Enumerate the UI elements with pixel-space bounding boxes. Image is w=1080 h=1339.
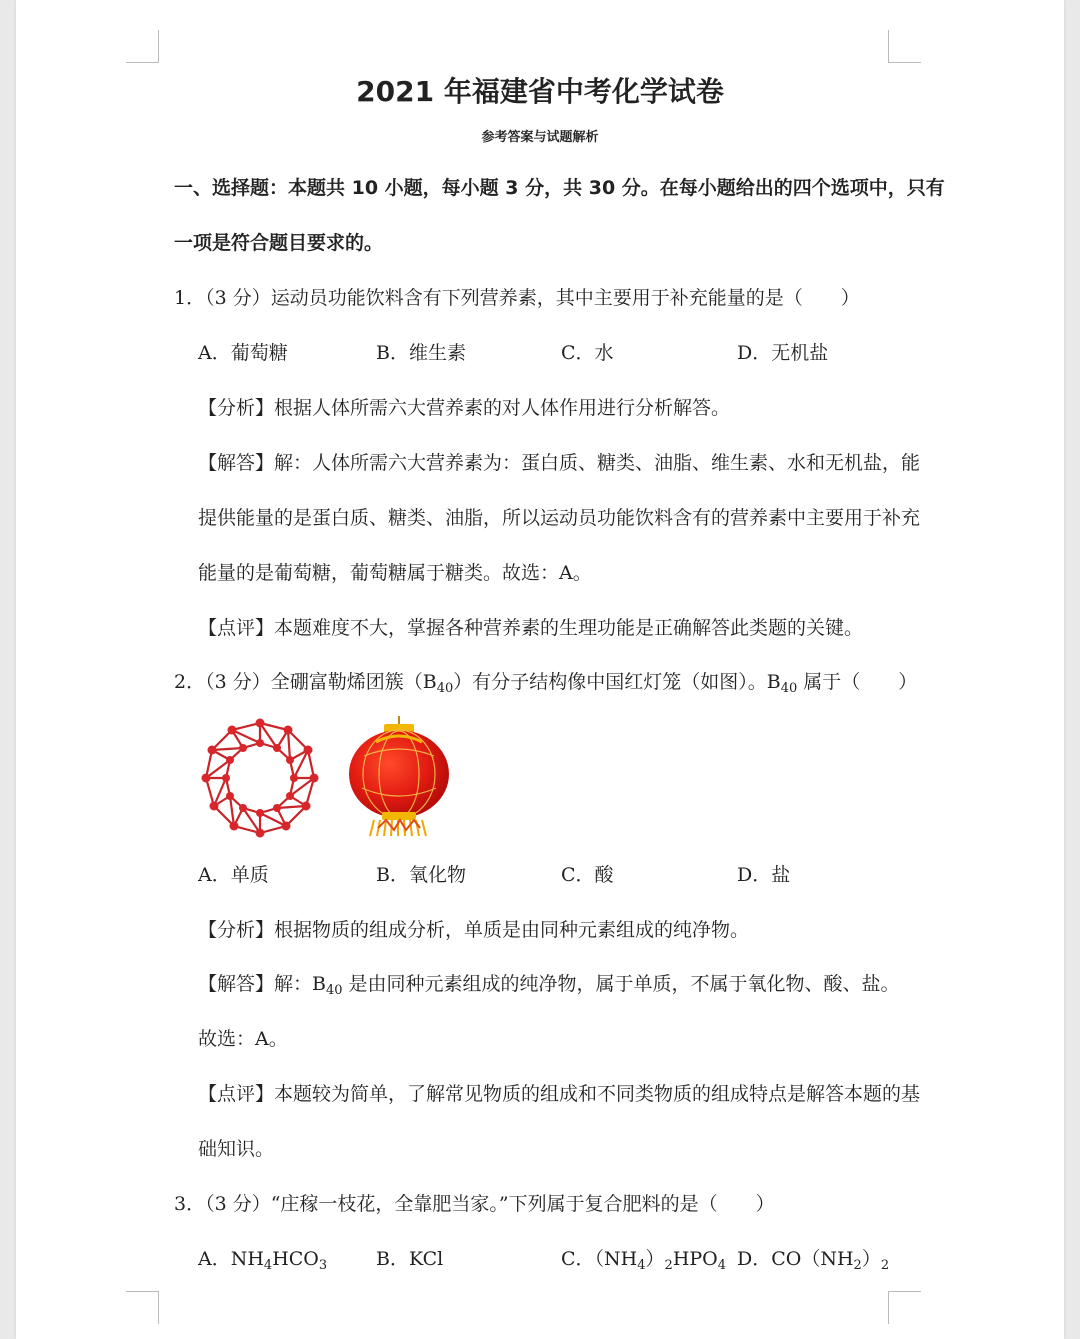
q1-comment: 【点评】本题难度不大，掌握各种营养素的生理功能是正确解答此类题的关键。 bbox=[198, 617, 864, 639]
q2-answer-line2: 故选：A。 bbox=[198, 1028, 288, 1050]
q2-analysis: 【分析】根据物质的组成分析，单质是由同种元素组成的纯净物。 bbox=[198, 919, 750, 941]
crop-mark-top-left bbox=[126, 30, 159, 63]
q3-option-a: A．$NH_4HCO_3$ bbox=[198, 1248, 328, 1273]
q2-answer-line1: 【解答】解：$B_{40}$ 是由同种元素组成的纯净物，属于单质，不属于氧化物、酸、盐。 bbox=[198, 973, 900, 998]
q1-option-c: C．水 bbox=[561, 342, 614, 364]
q3-stem: 3．（3 分）“庄稼一枝花，全靠肥当家。”下列属于复合肥料的是（ ） bbox=[174, 1193, 775, 1215]
q2-comment-line1: 【点评】本题较为简单，了解常见物质的组成和不同类物质的组成特点是解答本题的基 bbox=[198, 1083, 921, 1105]
red-lantern-image bbox=[344, 716, 452, 838]
section-heading-line1: 一、选择题：本题共 10 小题，每小题 3 分，共 30 分。在每小题给出的四个选项中，只有 bbox=[174, 177, 945, 199]
q2-option-d: D．盐 bbox=[737, 864, 791, 886]
q1-option-a: A．葡萄糖 bbox=[198, 342, 288, 364]
q1-stem: 1．（3 分）运动员功能饮料含有下列营养素，其中主要用于补充能量的是（ ） bbox=[174, 287, 860, 309]
section-heading-line2: 一项是符合题目要求的。 bbox=[174, 232, 384, 254]
b40-molecule-image bbox=[200, 716, 320, 838]
q3-option-d: D．$CO(NH_2)_2$ bbox=[737, 1248, 890, 1273]
q1-answer-line3: 能量的是葡萄糖，葡萄糖属于糖类。故选：A。 bbox=[198, 562, 592, 584]
q2-stem: 2．（3 分）全硼富勒烯团簇$(B_{40})$有分子结构像中国红灯笼（如图）。$B_{40}$ 属于（ ） bbox=[174, 671, 918, 696]
q1-answer-line2: 提供能量的是蛋白质、糖类、油脂，所以运动员功能饮料含有的营养素中主要用于补充 bbox=[198, 507, 921, 529]
q2-comment-line2: 础知识。 bbox=[198, 1138, 275, 1160]
page-title: 2021 年福建省中考化学试卷 bbox=[356, 75, 724, 108]
crop-mark-bottom-right bbox=[888, 1291, 921, 1324]
crop-mark-bottom-left bbox=[126, 1291, 159, 1324]
q2-option-b: B．氧化物 bbox=[376, 864, 466, 886]
q2-option-c: C．酸 bbox=[561, 864, 614, 886]
page-subtitle: 参考答案与试题解析 bbox=[481, 130, 599, 145]
crop-mark-top-right bbox=[888, 30, 921, 63]
q1-analysis: 【分析】根据人体所需六大营养素的对人体作用进行分析解答。 bbox=[198, 397, 731, 419]
q1-option-d: D．无机盐 bbox=[737, 342, 829, 364]
q3-option-b: B．KCl bbox=[376, 1248, 444, 1270]
q1-option-b: B．维生素 bbox=[376, 342, 466, 364]
q3-option-c: C．$(NH_4)_2HPO_4$ bbox=[561, 1248, 727, 1273]
q2-option-a: A．单质 bbox=[198, 864, 269, 886]
q1-answer-line1: 【解答】解：人体所需六大营养素为：蛋白质、糖类、油脂、维生素、水和无机盐，能 bbox=[198, 452, 921, 474]
